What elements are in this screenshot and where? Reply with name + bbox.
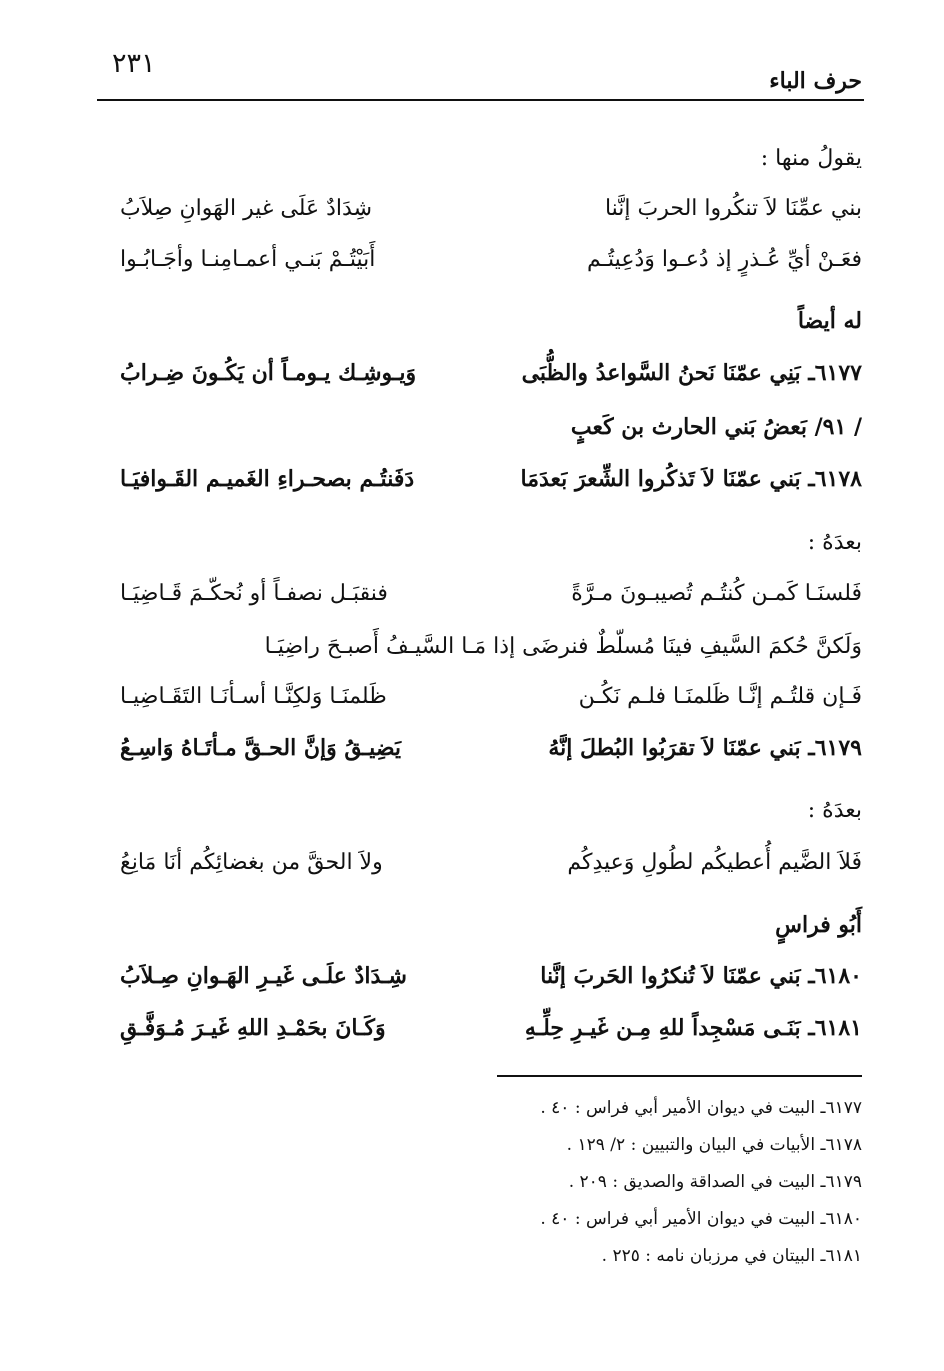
intro-line: بعدَهُ : xyxy=(807,530,862,555)
footnote: ٦١٧٩ـ البيت في الصداقة والصديق : ٢٠٩ . xyxy=(568,1172,862,1192)
verse-first-hemistich: ٦١٧٧ـ بَنِي عمّنَا نَحنُ السَّواعدُ والظُّبَى xyxy=(521,360,862,386)
section-heading: أَبُو فراسٍ xyxy=(775,912,862,938)
footnote: ٦١٧٧ـ البيت في ديوان الأمير أبي فراس : ٤٠ . xyxy=(540,1098,862,1118)
section-heading: له أيضاً xyxy=(797,308,862,334)
verse-second-hemistich: ظَلمنَـا وَلكِنَّـا أسـأنَـا التَقَـاضِيـا xyxy=(120,684,387,709)
footnote: ٦١٨٠ـ البيت في ديوان الأمير أبي فراس : ٤٠ . xyxy=(540,1209,862,1229)
verse-first-hemistich: فَلاَ الضَّيم أُعطيكُم لطُولِ وَعيدِكُم xyxy=(567,850,862,875)
verse-second-hemistich: ولاَ الحقَّ من بغضائِكُم أنَا مَانِعُ xyxy=(120,850,383,875)
footnote-rule xyxy=(497,1075,862,1077)
intro-line: يقولُ منها : xyxy=(760,146,862,171)
verse-first-hemistich: فَـإن قلتُـم إنَّـا ظَلمنَـا فلـم نَكُـن xyxy=(578,684,862,709)
section-heading: / ٩١/ بَعضُ بَني الحارث بن كَعبٍ xyxy=(570,414,862,440)
footnote: ٦١٧٨ـ الأبيات في البيان والتبيين : ٢/ ١٢٩ . xyxy=(566,1135,862,1155)
verse-second-hemistich: شِـدَادٌ علَـى غَيـرِ الهَـوانِ صِـلاَبُ xyxy=(120,963,407,989)
verse-first-hemistich: ٦١٧٩ـ بَني عمّنَا لاَ تقرَبُوا البُطلَ إنَّهُ xyxy=(548,735,862,761)
verse-first-hemistich: ٦١٨١ـ بَنَـى مَسْجِداً للهِ مِـن غَيـرِ حِلِّـهِ xyxy=(524,1015,862,1041)
verse-first-hemistich: فَلسنَـا كَمـن كُنتُـم تُصيبـونَ مـرَّةً xyxy=(571,581,862,606)
header-rule xyxy=(97,99,864,101)
verse-second-hemistich: فنقبَـل نصفـاً أو نُحكّـمَ قَـاضِيَـا xyxy=(120,581,388,606)
verse-second-hemistich: يَضِيـقُ وَإنَّ الحـقَّ مـأتَـاهُ وَاسِـعُ xyxy=(120,735,402,761)
running-head: حرف الباء xyxy=(769,68,862,94)
verse-line-continuous: وَلَكنَّ حُكمَ السَّيفِ فينَا مُسلّطٌ فنرضَى إذا مَـا السَّيـفُ أَصبـحَ راضِيَـا xyxy=(264,634,862,659)
page-number: ٢٣١ xyxy=(112,48,156,79)
verse-second-hemistich: وَيـوشِـك يـومـاً أن يَكُـونَ ضِـرابُ xyxy=(120,360,417,386)
footnote: ٦١٨١ـ البيتان في مرزبان نامه : ٢٢٥ . xyxy=(601,1246,862,1266)
verse-second-hemistich: أَبَيْتُـمْ بَنـي أعمـامِنـا وأجَـابُـوا xyxy=(120,247,376,272)
intro-line: بعدَهُ : xyxy=(807,798,862,823)
verse-second-hemistich: وَكَـانَ بحَمْـدِ اللهِ غَيـرَ مُـوَفَّـقِ xyxy=(120,1015,386,1041)
verse-first-hemistich: فعَـنْ أيِّ عُـذرٍ إذ دُعـوا وَدُعِيتُـم xyxy=(586,247,862,272)
verse-first-hemistich: بني عمِّنَا لاَ تنكُروا الحربَ إنَّنا xyxy=(604,196,862,221)
verse-first-hemistich: ٦١٧٨ـ بَني عمّنَا لاَ تَذكُروا الشِّعرَ بَعدَمَا xyxy=(520,466,862,492)
verse-second-hemistich: دَفَنتُـم بصحـراءِ الغَميـم القَـوافيَـا xyxy=(120,466,415,492)
verse-second-hemistich: شِدَادٌ عَلَى غير الهَوانِ صِلاَبُ xyxy=(120,196,373,221)
verse-first-hemistich: ٦١٨٠ـ بَني عمّنَا لاَ تُنكرُوا الحَربَ إنَّنا xyxy=(540,963,862,989)
